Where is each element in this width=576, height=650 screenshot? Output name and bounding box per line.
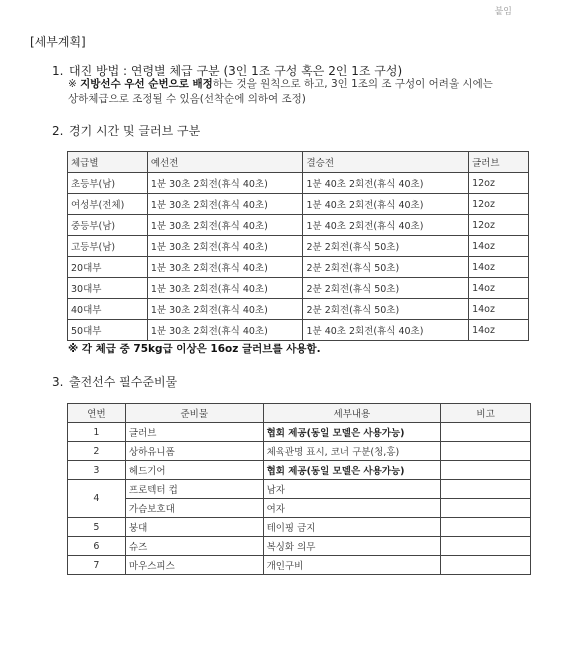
item-number: 1. xyxy=(52,64,64,78)
cell-item: 슈즈 xyxy=(125,537,263,556)
cell-detail: 여자 xyxy=(263,499,441,518)
cell-weight-class: 고등부(남) xyxy=(68,236,148,257)
note-bold-text: 지방선수 우선 순번으로 배정 xyxy=(80,78,213,90)
weight-class-table xyxy=(67,151,529,341)
cell-weight-class: 40대부 xyxy=(68,299,148,320)
cell-remarks xyxy=(441,461,531,480)
table-row xyxy=(68,556,531,575)
cell-final: 2분 2회전(휴식 50초) xyxy=(303,236,469,257)
cell-glove: 14oz xyxy=(469,299,529,320)
cell-item: 헤드기어 xyxy=(125,461,263,480)
table-row xyxy=(68,442,531,461)
cell-remarks xyxy=(441,518,531,537)
cell-detail: 개인구비 xyxy=(263,556,441,575)
table-row xyxy=(68,173,529,194)
cell-number: 2 xyxy=(68,442,126,461)
table-row xyxy=(68,299,529,320)
table-row xyxy=(68,518,531,537)
cell-detail: 테이핑 금지 xyxy=(263,518,441,537)
header-glove: 글러브 xyxy=(469,152,529,173)
cell-weight-class: 여성부(전체) xyxy=(68,194,148,215)
table-row xyxy=(68,537,531,556)
cell-glove: 12oz xyxy=(469,215,529,236)
cell-item: 상하유니폼 xyxy=(125,442,263,461)
cell-final: 1분 40초 2회전(휴식 40초) xyxy=(303,173,469,194)
cell-glove: 14oz xyxy=(469,257,529,278)
cell-item: 프로텍터 컵 xyxy=(125,480,263,499)
header-number: 연번 xyxy=(68,404,126,423)
cell-weight-class: 20대부 xyxy=(68,257,148,278)
note-1-line-2: 상하체급으로 조정될 수 있음(선착순에 의하여 조정) xyxy=(68,93,306,105)
cell-preliminary: 1분 30초 2회전(휴식 40초) xyxy=(147,257,303,278)
cell-final: 1분 40초 2회전(휴식 40초) xyxy=(303,215,469,236)
cell-glove: 14oz xyxy=(469,278,529,299)
cell-weight-class: 50대부 xyxy=(68,320,148,341)
table-row xyxy=(68,257,529,278)
cell-final: 1분 40초 2회전(휴식 40초) xyxy=(303,320,469,341)
section-title: [세부계획] xyxy=(30,35,86,49)
cell-remarks xyxy=(441,556,531,575)
cell-glove: 14oz xyxy=(469,236,529,257)
header-item: 준비물 xyxy=(125,404,263,423)
cell-weight-class: 중등부(남) xyxy=(68,215,148,236)
cell-item: 마우스피스 xyxy=(125,556,263,575)
cell-number: 6 xyxy=(68,537,126,556)
cell-weight-class: 초등부(남) xyxy=(68,173,148,194)
cell-final: 2분 2회전(휴식 50초) xyxy=(303,278,469,299)
note-2 xyxy=(68,342,321,357)
note-1 xyxy=(68,77,493,107)
item-title: 출전선수 필수준비물 xyxy=(69,375,178,389)
cell-number: 4 xyxy=(68,480,126,518)
item-number: 3. xyxy=(52,375,64,389)
cell-final: 2분 2회전(휴식 50초) xyxy=(303,257,469,278)
table-row xyxy=(68,194,529,215)
note-text: 하는 것을 원칙으로 하고, 3인 1조의 조 구성이 어려울 시에는 xyxy=(212,78,493,90)
cell-weight-class: 30대부 xyxy=(68,278,148,299)
header-preliminary: 예선전 xyxy=(147,152,303,173)
cell-detail: 협회 제공(동일 모델은 사용가능) xyxy=(263,461,441,480)
note-1-line-1 xyxy=(68,77,493,92)
cell-number: 5 xyxy=(68,518,126,537)
cell-number: 3 xyxy=(68,461,126,480)
table-row xyxy=(68,320,529,341)
cell-item: 글러브 xyxy=(125,423,263,442)
cell-detail: 체육관명 표시, 코너 구분(청,홍) xyxy=(263,442,441,461)
cell-detail: 남자 xyxy=(263,480,441,499)
table-header-row xyxy=(68,152,529,173)
cell-remarks xyxy=(441,423,531,442)
item-3-heading xyxy=(52,373,177,390)
cell-detail: 협회 제공(동일 모델은 사용가능) xyxy=(263,423,441,442)
cell-number: 1 xyxy=(68,423,126,442)
cell-preliminary: 1분 30초 2회전(휴식 40초) xyxy=(147,194,303,215)
item-2-heading xyxy=(52,122,200,139)
cell-preliminary: 1분 30초 2회전(휴식 40초) xyxy=(147,173,303,194)
header-weight-class: 체급별 xyxy=(68,152,148,173)
header-detail: 세부내용 xyxy=(263,404,441,423)
cell-remarks xyxy=(441,480,531,499)
cell-preliminary: 1분 30초 2회전(휴식 40초) xyxy=(147,215,303,236)
table-row xyxy=(68,236,529,257)
item-title: 경기 시간 및 글러브 구분 xyxy=(69,124,201,138)
cell-detail: 복싱화 의무 xyxy=(263,537,441,556)
cell-item: 가슴보호대 xyxy=(125,499,263,518)
header-final: 결승전 xyxy=(303,152,469,173)
cell-item: 붕대 xyxy=(125,518,263,537)
table-row xyxy=(68,461,531,480)
attachment-label: 붙임 xyxy=(494,7,512,17)
cell-preliminary: 1분 30초 2회전(휴식 40초) xyxy=(147,278,303,299)
cell-glove: 14oz xyxy=(469,320,529,341)
table-row xyxy=(68,499,531,518)
table-header-row xyxy=(68,404,531,423)
cell-final: 1분 40초 2회전(휴식 40초) xyxy=(303,194,469,215)
note-2-text: ※ 각 체급 중 75kg급 이상은 16oz 글러브를 사용함. xyxy=(68,343,321,355)
table-row xyxy=(68,215,529,236)
cell-preliminary: 1분 30초 2회전(휴식 40초) xyxy=(147,236,303,257)
table-row xyxy=(68,480,531,499)
cell-remarks xyxy=(441,499,531,518)
cell-glove: 12oz xyxy=(469,173,529,194)
header-remarks: 비고 xyxy=(441,404,531,423)
equipment-table xyxy=(67,403,531,575)
table-row xyxy=(68,423,531,442)
table-row xyxy=(68,278,529,299)
note-marker: ※ xyxy=(68,78,81,90)
cell-preliminary: 1분 30초 2회전(휴식 40초) xyxy=(147,299,303,320)
cell-remarks xyxy=(441,442,531,461)
cell-preliminary: 1분 30초 2회전(휴식 40초) xyxy=(147,320,303,341)
item-title: 대진 방법 : 연령별 체급 구분 (3인 1조 구성 혹은 2인 1조 구성) xyxy=(69,64,403,78)
item-number: 2. xyxy=(52,124,64,138)
cell-number: 7 xyxy=(68,556,126,575)
cell-final: 2분 2회전(휴식 50초) xyxy=(303,299,469,320)
cell-remarks xyxy=(441,537,531,556)
cell-glove: 12oz xyxy=(469,194,529,215)
